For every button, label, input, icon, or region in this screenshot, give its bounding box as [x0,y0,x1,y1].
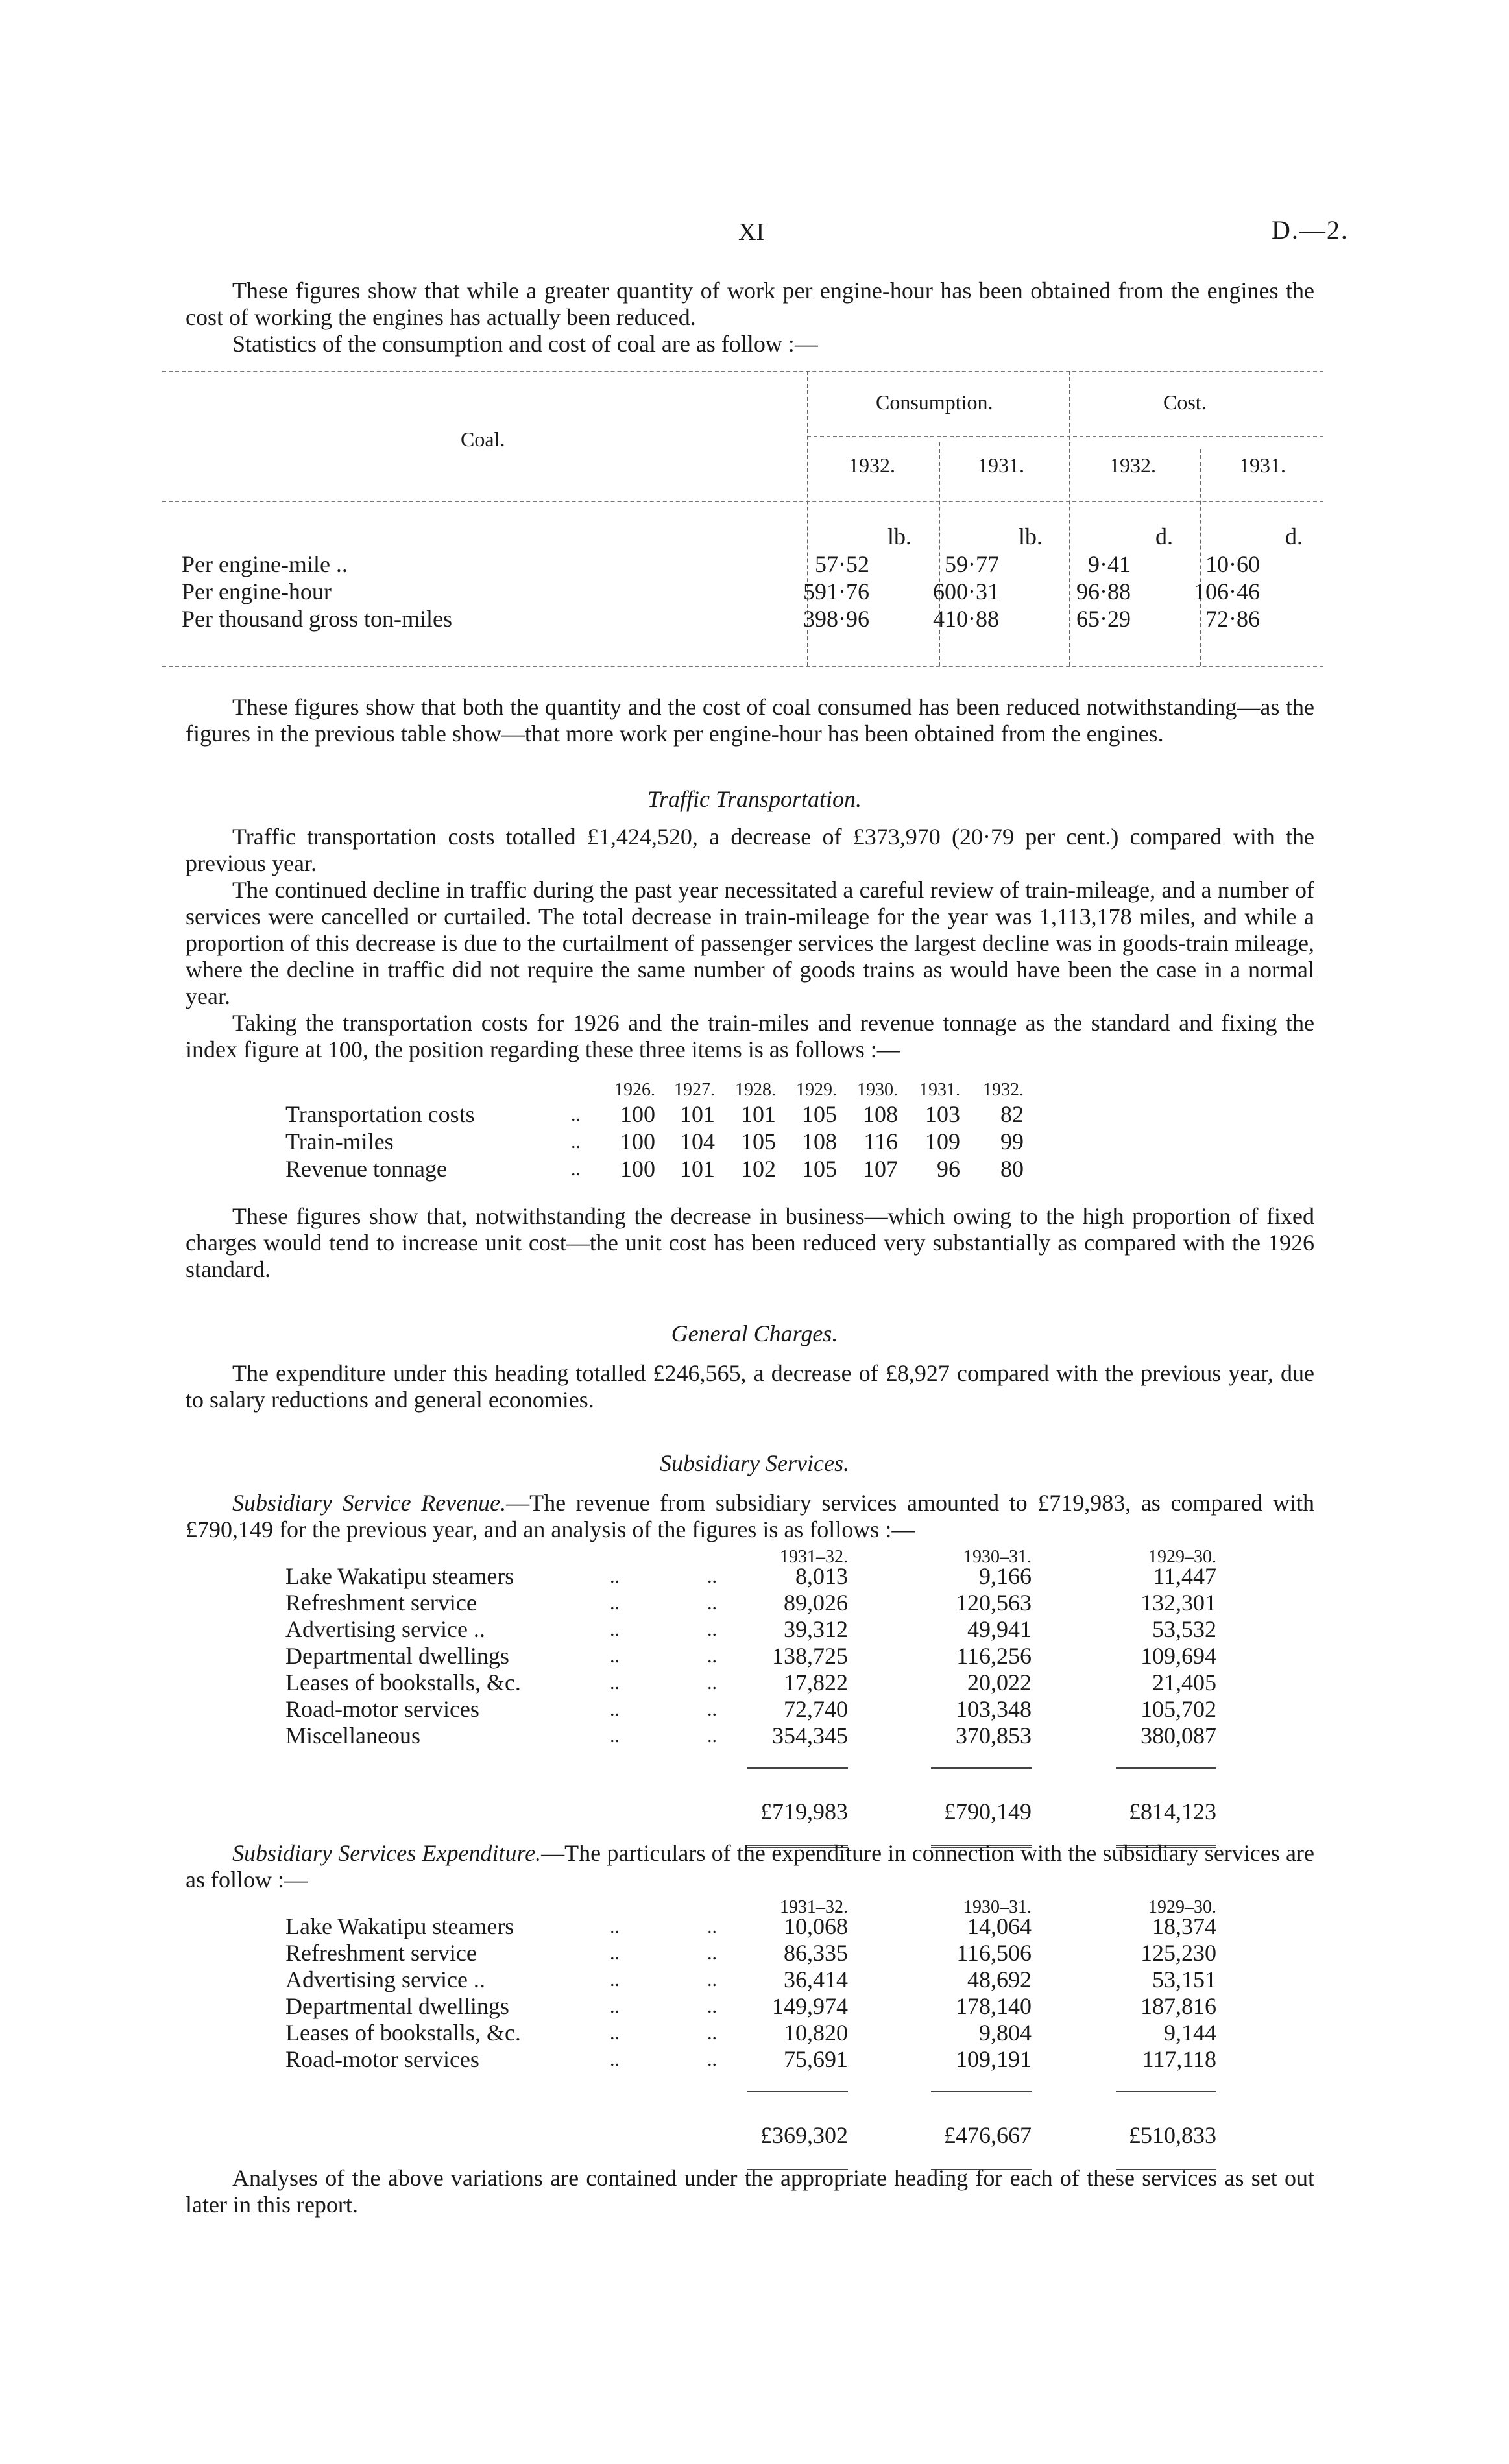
cell: 100 [620,1156,655,1182]
row-label: Road-motor services [285,2046,479,2072]
row-label: Transportation costs [285,1101,475,1127]
cell: 75,691 [784,2046,848,2072]
leader-dots: .. [571,1131,581,1153]
cell: 48,692 [967,1967,1032,1992]
total-cell: £369,302 [760,2122,848,2148]
year-header: 1928. [735,1080,776,1100]
row-label: Departmental dwellings [285,1993,509,2019]
general-heading: General Charges. [671,1321,838,1346]
cell: 10,820 [784,2020,848,2046]
subsidiary-heading: Subsidiary Services. [660,1450,849,1476]
cell: 101 [680,1156,715,1182]
cell: 116,506 [956,1940,1032,1966]
cell: 72·86 [1205,606,1260,632]
cell: 80 [1000,1156,1024,1182]
cell: 105 [802,1101,837,1127]
cell: 57·52 [815,551,869,577]
cell: 109 [925,1129,960,1154]
coal-summary [186,694,1314,747]
year-header: 1929–30. [1148,1897,1216,1917]
cell: 18,374 [1152,1913,1216,1939]
traffic-paragraph: The continued decline in traffic during the past year necessitated a careful review of train-mileage, and a number of services were cancelled or curtailed. The total decrease in train-mileage for the year was 1,113,178 miles, and while a proportion of this decrease is due to the curtailment of passenger services the largest decline was in goods-train mileage, where the decline in traffic did not require the same number of goods trains as would have been the case in a normal year. [186,877,1314,1009]
leader-dots: .. [610,1996,620,2017]
cell: 36,414 [784,1967,848,1992]
total-cell: £814,123 [1129,1799,1216,1824]
row-label: Advertising service .. [285,1616,485,1642]
row-label: Leases of bookstalls, &c. [285,1669,521,1695]
cell: 105,702 [1141,1696,1216,1722]
cell: 108 [802,1129,837,1154]
year-header: 1931–32. [780,1897,848,1917]
year-header: 1930–31. [963,1547,1032,1567]
cell: 20,022 [967,1669,1032,1695]
year-header: 1931–32. [780,1547,848,1567]
cell: 116 [863,1129,898,1154]
cell: 398·96 [803,606,869,632]
cell: 53,151 [1152,1967,1216,1992]
cell: 125,230 [1141,1940,1216,1966]
revenue-text: —The revenue from subsidiary services amounted to £719,983, as compared with £790,149 for the previous year, and an analysis of the figures is as follows :— [186,1490,1314,1542]
year-header: 1927. [674,1080,715,1100]
year-header: 1932. [1109,453,1156,477]
cell: 101 [680,1101,715,1127]
row-label: Per engine-hour [182,579,332,604]
page-number: XI [738,219,765,246]
subtotal-rule [747,1767,848,1769]
traffic-heading: Traffic Transportation. [647,786,862,812]
cell: 102 [741,1156,776,1182]
cell: 132,301 [1141,1590,1216,1616]
divider [162,371,1323,372]
consumption-header: Consumption. [876,390,993,414]
cell: 96 [937,1156,960,1182]
cell: 10·60 [1205,551,1260,577]
leader-dots: .. [707,2022,717,2044]
row-label: Road-motor services [285,1696,479,1722]
cell: 100 [620,1129,655,1154]
cell: 103,348 [956,1696,1032,1722]
leader-dots: .. [610,1672,620,1693]
closing-paragraph: Analyses of the above variations are contained under the appropriate heading for each of these services as set out later in this report. [186,2165,1314,2218]
leader-dots: .. [610,1943,620,1964]
unit: d. [1285,523,1303,549]
leader-dots: .. [707,1672,717,1693]
year-header: 1929. [796,1080,837,1100]
cell: 105 [802,1156,837,1182]
cell: 59·77 [945,551,999,577]
leader-dots: .. [707,1725,717,1747]
cell: 109,694 [1141,1643,1216,1669]
total-cell: £790,149 [944,1799,1032,1824]
year-header: 1931. [919,1080,960,1100]
leader-dots: .. [707,1916,717,1937]
cell: 89,026 [784,1590,848,1616]
row-label: Refreshment service [285,1590,477,1616]
row-label: Train-miles [285,1129,394,1154]
leader-dots: .. [707,1592,717,1614]
leader-dots: .. [610,2049,620,2070]
row-label: Per thousand gross ton-miles [182,606,452,632]
cell: 591·76 [803,579,869,604]
divider [162,501,1323,502]
unit: d. [1155,523,1173,549]
leader-dots: .. [610,1725,620,1747]
divider [807,436,1323,437]
year-header: 1932. [983,1080,1024,1100]
intro-paragraph-coal: Statistics of the consumption and cost of coal are as follow :— [232,331,818,357]
cell: 9·41 [1088,551,1131,577]
cell: 104 [680,1129,715,1154]
total-cell: £510,833 [1129,2122,1216,2148]
expenditure-text: —The particulars of the expenditure in connection with the subsidiary services are as follow :— [186,1840,1314,1893]
cell: 86,335 [784,1940,848,1966]
total-cell: £476,667 [944,2122,1032,2148]
expenditure-table [0,1894,1509,2166]
row-label: Leases of bookstalls, &c. [285,2020,521,2046]
closing-section [186,2165,1314,2218]
subtotal-rule [1116,1767,1216,1769]
cell: 53,532 [1152,1616,1216,1642]
leader-dots: .. [610,1916,620,1937]
cell: 65·29 [1076,606,1131,632]
subtotal-rule [931,1767,1032,1769]
traffic-section [186,824,1314,1063]
intro-paragraph: These figures show that while a greater quantity of work per engine-hour has been obtained from the engines the cost of working the engines has actually been reduced. [186,278,1314,330]
coal-paragraph: These figures show that both the quantity and the cost of coal consumed has been reduced notwithstanding—as the figures in the previous table show—that more work per engine-hour has been obtained from the engines. [186,694,1314,747]
year-header: 1930–31. [963,1897,1032,1917]
leader-dots: .. [707,1645,717,1667]
cell: 14,064 [967,1913,1032,1939]
cell: 138,725 [772,1643,848,1669]
cell: 149,974 [772,1993,848,2019]
subtotal-rule [1116,2091,1216,2092]
traffic-paragraph: These figures show that, notwithstanding the decrease in business—which owing to the high proportion of fixed charges would tend to increase unit cost—the unit cost has been reduced very substantially as compared with the 1926 standard. [186,1203,1314,1282]
cell: 9,166 [979,1563,1032,1589]
year-header: 1931. [1239,453,1286,477]
leader-dots: .. [707,2049,717,2070]
cell: 109,191 [956,2046,1032,2072]
row-label: Per engine-mile .. [182,551,348,577]
cell: 106·46 [1194,579,1260,604]
cell: 99 [1000,1129,1024,1154]
total-cell: £719,983 [760,1799,848,1824]
cost-header: Cost. [1163,390,1207,414]
row-label: Lake Wakatipu steamers [285,1913,514,1939]
traffic-paragraph: Taking the transportation costs for 1926 and the train-miles and revenue tonnage as the standard and fixing the index figure at 100, the position regarding these three items is as follows :— [186,1010,1314,1062]
leader-dots: .. [571,1104,581,1125]
revenue-lead: Subsidiary Service Revenue. [232,1490,507,1516]
traffic-paragraph: Traffic transportation costs totalled £1,424,520, a decrease of £373,970 (20·79 per cent.) compared with the previous year. [186,824,1314,876]
year-header: 1930. [857,1080,898,1100]
row-label: Refreshment service [285,1940,477,1966]
cell: 103 [925,1101,960,1127]
cell: 117,118 [1142,2046,1216,2072]
document-reference: D.—2. [1272,215,1349,245]
leader-dots: .. [707,1566,717,1587]
year-header: 1929–30. [1148,1547,1216,1567]
leader-dots: .. [707,1619,717,1640]
cell: 187,816 [1141,1993,1216,2019]
cell: 72,740 [784,1696,848,1722]
cell: 9,804 [979,2020,1032,2046]
subtotal-rule [747,2091,848,2092]
cell: 8,013 [795,1563,848,1589]
row-label: Departmental dwellings [285,1643,509,1669]
cell: 120,563 [956,1590,1032,1616]
cell: 100 [620,1101,655,1127]
leader-dots: .. [610,2022,620,2044]
general-section [186,1360,1314,1413]
unit: lb. [1018,523,1043,549]
divider [162,666,1323,667]
traffic-summary [186,1203,1314,1283]
leader-dots: .. [571,1158,581,1180]
cell: 49,941 [967,1616,1032,1642]
general-paragraph: The expenditure under this heading totalled £246,565, a decrease of £8,927 compared with the previous year, due to salary reductions and general economies. [186,1360,1314,1413]
subtotal-rule [931,2091,1032,2092]
year-header: 1932. [849,453,895,477]
leader-dots: .. [610,1619,620,1640]
leader-dots: .. [610,1969,620,1991]
coal-row-header: Coal. [461,427,505,451]
leader-dots: .. [610,1699,620,1720]
unit: lb. [887,523,911,549]
coal-table [162,371,1323,669]
expenditure-lead: Subsidiary Services Expenditure. [232,1840,542,1866]
cell: 101 [741,1101,776,1127]
leader-dots: .. [610,1592,620,1614]
cell: 370,853 [956,1723,1032,1749]
revenue-intro [186,1490,1314,1543]
cell: 21,405 [1152,1669,1216,1695]
cell: 178,140 [956,1993,1032,2019]
cell: 39,312 [784,1616,848,1642]
cell: 11,447 [1153,1563,1216,1589]
year-header: 1931. [978,453,1024,477]
index-table [0,1077,1509,1193]
cell: 600·31 [933,579,999,604]
cell: 380,087 [1141,1723,1216,1749]
expenditure-intro [186,1840,1314,1893]
cell: 354,345 [772,1723,848,1749]
leader-dots: .. [610,1566,620,1587]
revenue-table [0,1544,1509,1829]
leader-dots: .. [707,1996,717,2017]
row-label: Revenue tonnage [285,1156,447,1182]
leader-dots: .. [610,1645,620,1667]
leader-dots: .. [707,1699,717,1720]
cell: 96·88 [1076,579,1131,604]
leader-dots: .. [707,1943,717,1964]
cell: 17,822 [784,1669,848,1695]
row-label: Lake Wakatipu steamers [285,1563,514,1589]
cell: 410·88 [933,606,999,632]
row-label: Advertising service .. [285,1967,485,1992]
row-label: Miscellaneous [285,1723,420,1749]
cell: 108 [863,1101,898,1127]
year-header: 1926. [614,1080,655,1100]
cell: 105 [741,1129,776,1154]
cell: 107 [863,1156,898,1182]
cell: 9,144 [1164,2020,1216,2046]
cell: 10,068 [784,1913,848,1939]
leader-dots: .. [707,1969,717,1991]
intro-section [186,278,1314,357]
cell: 82 [1000,1101,1024,1127]
cell: 116,256 [956,1643,1032,1669]
